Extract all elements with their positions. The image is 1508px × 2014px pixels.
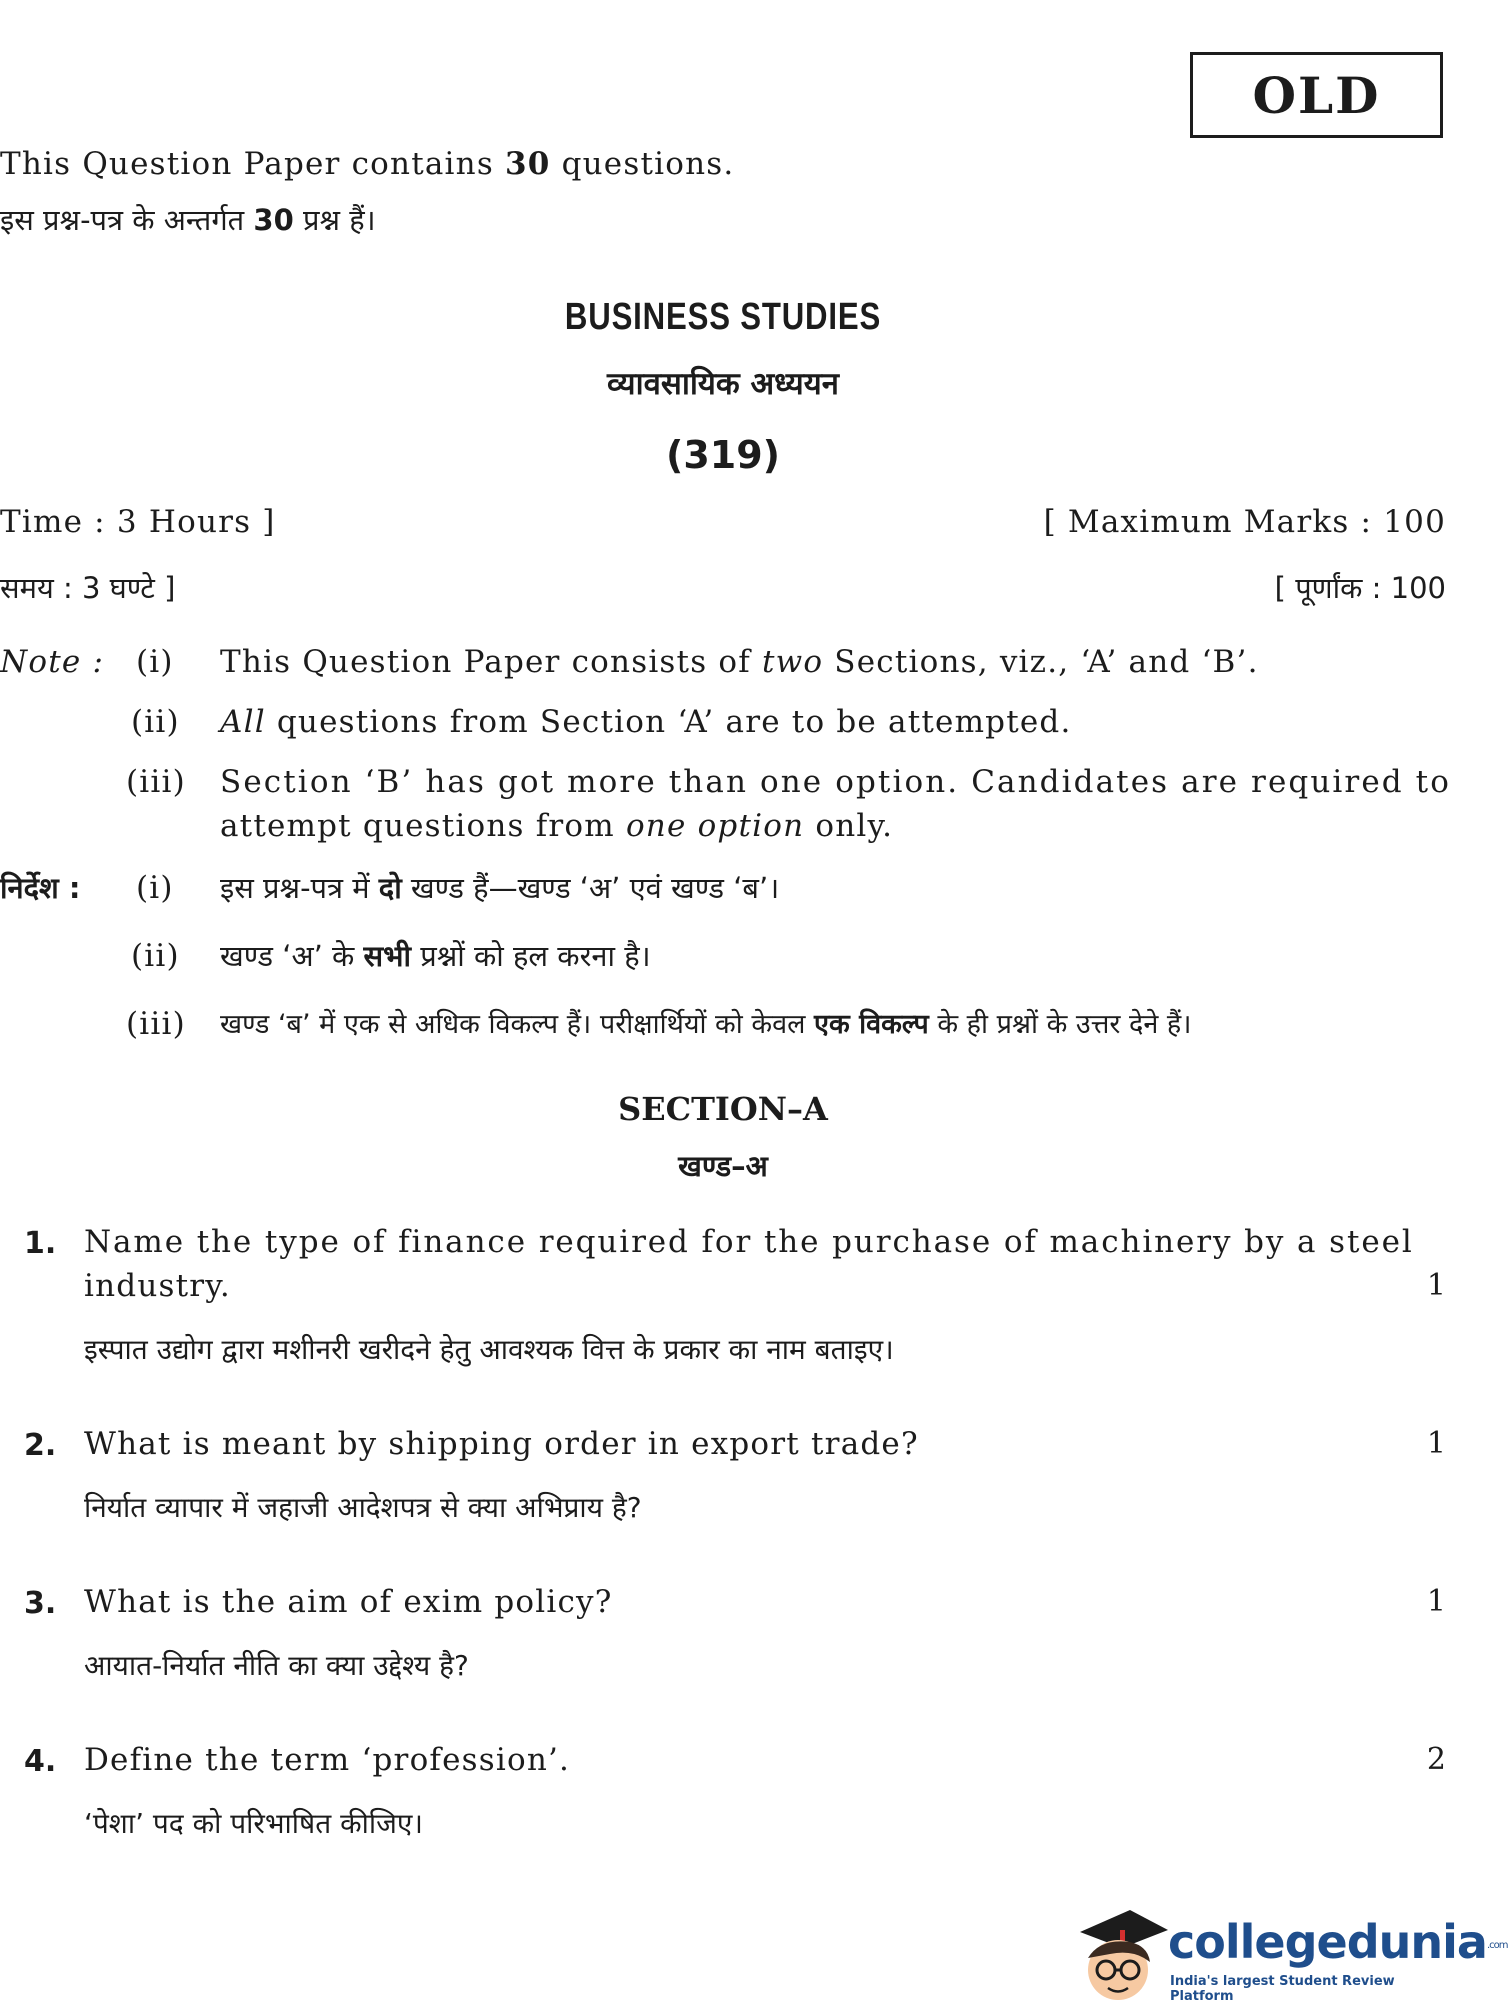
intro-hi-pre: इस प्रश्न-पत्र के अन्तर्गत — [0, 203, 254, 237]
question-2-marks: 1 — [1426, 1426, 1446, 1461]
note-item-1-post: Sections, viz., ‘A’ and ‘B’. — [823, 644, 1259, 680]
note-num-3: (iii) — [126, 764, 186, 800]
old-badge: OLD — [1190, 52, 1443, 138]
note-item-3-post: only. — [804, 808, 894, 844]
subject-title-hi: व्यावसायिक अध्ययन — [607, 366, 839, 402]
question-3-hi: आयात-निर्यात नीति का क्या उद्देश्य है? — [84, 1649, 469, 1682]
time-hi: समय : 3 घण्टे ] — [0, 571, 176, 605]
question-1-marks: 1 — [1426, 1268, 1446, 1303]
nirdesh-item-2-post: प्रश्नों को हल करना है। — [411, 939, 651, 973]
max-marks-en: [ Maximum Marks : 100 — [1043, 504, 1446, 540]
section-title: SECTION–A — [618, 1090, 828, 1128]
note-item-2-post: questions from Section ‘A’ are to be attempted. — [265, 704, 1072, 740]
question-3-marks: 1 — [1426, 1584, 1446, 1619]
note-num-1: (i) — [136, 644, 174, 680]
note-item-2 — [220, 704, 1072, 740]
intro-hi — [0, 200, 376, 239]
collegedunia-tagline: India's largest Student Review Platform — [1170, 1974, 1395, 2004]
question-3-en: What is the aim of exim policy? — [84, 1584, 613, 1620]
intro-hi-count: 30 — [253, 203, 294, 237]
nirdesh-item-3-pre: खण्ड ‘ब’ में एक से अधिक विकल्प हैं। परीक्षार्थियों को केवल — [220, 1009, 815, 1040]
question-1-number: 1. — [24, 1226, 57, 1261]
note-item-1 — [220, 644, 1259, 680]
question-1-en-line1: Name the type of finance required for the purchase of machinery by a steel — [84, 1224, 1414, 1260]
question-2-number: 2. — [24, 1428, 57, 1463]
question-3-number: 3. — [24, 1586, 57, 1621]
nirdesh-item-1-bold: दो — [378, 871, 402, 905]
nirdesh-item-3-bold: एक विकल्प — [814, 1009, 929, 1040]
note-item-1-em: two — [761, 644, 824, 680]
intro-en-post: questions. — [550, 146, 735, 182]
time-en: Time : 3 Hours ] — [0, 504, 276, 540]
nirdesh-item-3 — [220, 1004, 1191, 1041]
nirdesh-item-1 — [220, 868, 779, 907]
subject-title: BUSINESS STUDIES — [564, 296, 882, 338]
note-item-3-pre: attempt questions from — [220, 808, 626, 844]
question-2-en: What is meant by shipping order in export trade? — [84, 1426, 919, 1462]
collegedunia-logo-text — [1168, 1915, 1508, 1969]
note-item-3-em: one option — [625, 808, 805, 844]
question-1-hi: इस्पात उद्योग द्वारा मशीनरी खरीदने हेतु आवश्यक वित्त के प्रकार का नाम बताइए। — [84, 1333, 894, 1366]
note-label: Note : — [0, 644, 105, 680]
nirdesh-num-2: (ii) — [131, 938, 180, 974]
nirdesh-item-2-bold: सभी — [363, 939, 412, 973]
intro-en-count: 30 — [505, 146, 551, 182]
section-title-hi: खण्ड–अ — [678, 1149, 768, 1183]
question-4-number: 4. — [24, 1744, 57, 1779]
note-item-1-pre: This Question Paper consists of — [220, 644, 762, 680]
nirdesh-item-1-pre: इस प्रश्न-पत्र में — [220, 871, 379, 905]
note-item-3-line1: Section ‘B’ has got more than one option. Candidates are required to — [220, 764, 1452, 800]
nirdesh-item-2-pre: खण्ड ‘अ’ के — [220, 939, 364, 973]
nirdesh-num-1: (i) — [136, 870, 174, 906]
subject-code: (319) — [665, 433, 781, 477]
nirdesh-item-2 — [220, 936, 651, 975]
nirdesh-label: निर्देश : — [0, 871, 81, 905]
max-marks-hi: [ पूर्णांक : 100 — [1274, 571, 1446, 605]
question-2-hi: निर्यात व्यापार में जहाजी आदेशपत्र से क्या अभिप्राय है? — [84, 1491, 642, 1524]
intro-en — [0, 146, 734, 182]
note-num-2: (ii) — [131, 704, 180, 740]
intro-en-pre: This Question Paper contains — [0, 146, 505, 182]
question-4-marks: 2 — [1426, 1742, 1446, 1777]
note-item-3-line2 — [220, 808, 893, 844]
question-4-en: Define the term ‘profession’. — [84, 1742, 571, 1778]
collegedunia-suffix: .com — [1486, 1940, 1508, 1951]
nirdesh-num-3: (iii) — [126, 1006, 186, 1042]
note-item-2-em: All — [220, 704, 266, 740]
question-4-hi: ‘पेशा’ पद को परिभाषित कीजिए। — [84, 1807, 423, 1840]
question-1-en-line2: industry. — [84, 1268, 231, 1304]
nirdesh-item-1-post: खण्ड हैं—खण्ड ‘अ’ एवं खण्ड ‘ब’। — [401, 871, 780, 905]
collegedunia-name: collegedunia — [1168, 1915, 1487, 1969]
intro-hi-post: प्रश्न हैं। — [293, 203, 376, 237]
nirdesh-item-3-post: के ही प्रश्नों के उत्तर देने हैं। — [928, 1009, 1192, 1040]
